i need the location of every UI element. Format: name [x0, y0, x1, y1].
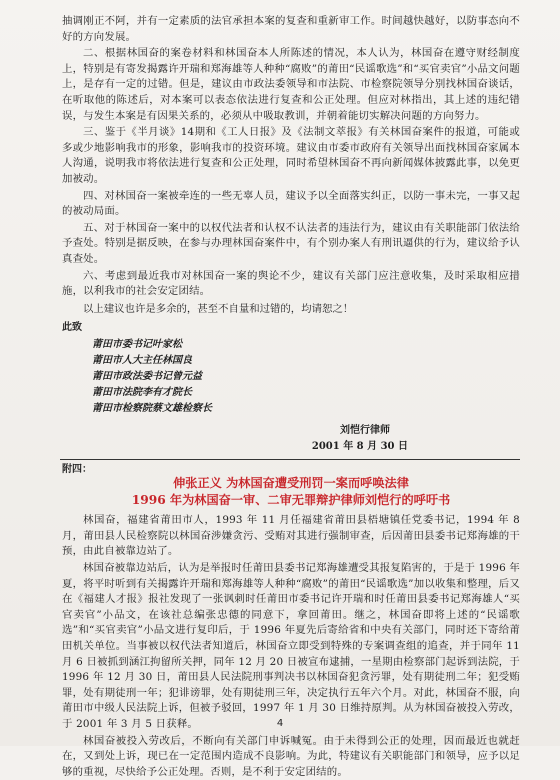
- section-divider: [60, 459, 520, 460]
- letter-closing: 以上建议也许是多余的，甚至不自量和过错的，均请恕之！: [83, 302, 354, 315]
- appendix: [62, 463, 520, 780]
- recipient: 莆田市法院李有才院长: [92, 387, 192, 399]
- recipient: 莆田市委书记叶家松: [92, 339, 182, 351]
- letter-paragraph: 三、鉴于《半月谈》14期和《工人日报》及《法制文萃报》有关林国奋案件的报道，可能或多或少地影响我市的形象，影响我市的投资环境。建议由市委市政府有关领导出面找林国奋家属本人沟通，说明我市将依法进行复查和公正处理，同时希望林国奋不再向新闻媒体披露此事，以免更加被动。: [62, 126, 520, 185]
- recipient: 莆田市政法委书记曾元益: [92, 371, 202, 383]
- appendix-paragraph: 林国奋被投入劳改后，不断向有关部门申诉喊冤。由于未得到公正的处理，因而最近也就赶在，又到处上诉，现已在一定范围内造成不良影响。为此，特建议有关职能部门和领导，应予以足够的重视，尽快给予公正处理。否则，是不利于安定团结的。: [62, 734, 520, 778]
- recipient-list: [62, 337, 520, 417]
- signature: 刘恺行律师: [340, 425, 390, 437]
- appendix-paragraph: 林国奋，福建省莆田市人，1993 年 11 月任福建省莆田县梧塘镇任党委书记，1994 年 8 月，莆田县人民检察院以林国奋涉嫌贪污、受贿对其进行强制审查，后因莆田县委书记郑海雄的干预，由此自被靠边站了。: [62, 514, 520, 558]
- appendix-subtitle: 1996 年为林国奋一审、二审无罪辩护律师刘恺行的呼吁书: [131, 493, 451, 508]
- letter-paragraph: 五、对于林国奋一案中的以权代法者和认权不认法者的违法行为，建议由有关职能部门依法给予查处。特别是据反映，在参与办理林国奋案件中，有个别办案人有刑讯逼供的行为，建议给予认真查处。: [62, 221, 520, 265]
- recipient: 莆田市人大主任林国良: [92, 355, 192, 367]
- letter-paragraph: 六、考虑到最近我市对林国奋一案的舆论不少，建议有关部门应注意收集，及时采取相应措施，以利我市的社会安定团结。: [62, 269, 520, 298]
- recipient: 莆田市检察院蔡文雄检察长: [92, 403, 212, 415]
- letter-paragraph: 二、根据林国奋的案卷材料和林国奋本人所陈述的情况，本人认为，林国奋在遵守财经制度上，特别是有寄发揭露许开瑞和郑海雄等人种种“腐败”的莆田“民谣歌选”和“买官卖官”小品文问题上，是存有一定的过错。但是，建议由市政法委领导和市法院、市检察院领导分别找林国奋谈话，在听取他的陈述后，对本案可以表态依法进行复查和公正处理。但应对林指出，其上述的违纪错误，与发生本案是有因果关系的，必须从中吸取教训，并朝着能切实解决问题的方向努力。: [62, 47, 520, 122]
- appendix-paragraph: 林国奋被靠边站后，认为是举报时任莆田县委书记郑海雄遭受其报复陷害的，于是于 1996 年夏，将平时听到有关揭露许开瑞和郑海雄等人种种“腐败”的莆田“民谣歌选”加以收集和整理，后又在《福建人才报》报社发现了一张讽刺时任莆田市委书记许开瑞和时任莆田县委书记郑海雄人“买官卖官”小品文，在该社总编张忠德的同意下，拿回莆田。继之，林国奋即将上述的“民谣歌选”和“买官卖官”小品文进行复印后，于 1996 年夏先后寄给省和中央有关部门，同时还下寄给莆田机关单位。当事被以权代法者知道后，林国奋立即受到特殊的专案调查组的追查，并于同年 11 月 6 日被抓到涵江拘留所关押，同年 12 月 20 日被宣布逮捕，一星期由检察部门起诉到法院，于 1996 年 12 月 30 日，莆田县人民法院刑事判决书以林国奋犯贪污罪，处有期徒刑二年；犯受贿罪，处有期徒刑一年；犯诽谤罪，处有期徒刑三年，决定执行五年六个月。对此，林国奋不服，向莆田市中级人民法院上诉，但被予驳回，1997 年 1 月 30 日维持原判。从为林国奋被投入劳改，于 2001 年 3 月 5 日获释。: [62, 562, 520, 730]
- salutation: 此致: [62, 322, 82, 334]
- appendix-title: 伸张正义 为林国奋遭受刑罚一案而呼唤法律: [173, 476, 409, 491]
- appendix-article: [62, 513, 520, 780]
- letter-paragraph: 四、对林国奋一案被牵连的一些无辜人员，建议予以全面落实纠正，以防一事未完，一事又起的被动局面。: [62, 189, 520, 218]
- letter-body: [62, 14, 520, 455]
- page-number: 4: [276, 718, 284, 729]
- appendix-label: 附四：: [62, 464, 92, 476]
- letter-date: 2001 年 8 月 30 日: [311, 441, 408, 453]
- letter-paragraph: 抽调刚正不阿，并有一定素质的法官承担本案的复查和重新审工作。时间越快越好，以防事态向不好的方向发展。: [62, 15, 520, 43]
